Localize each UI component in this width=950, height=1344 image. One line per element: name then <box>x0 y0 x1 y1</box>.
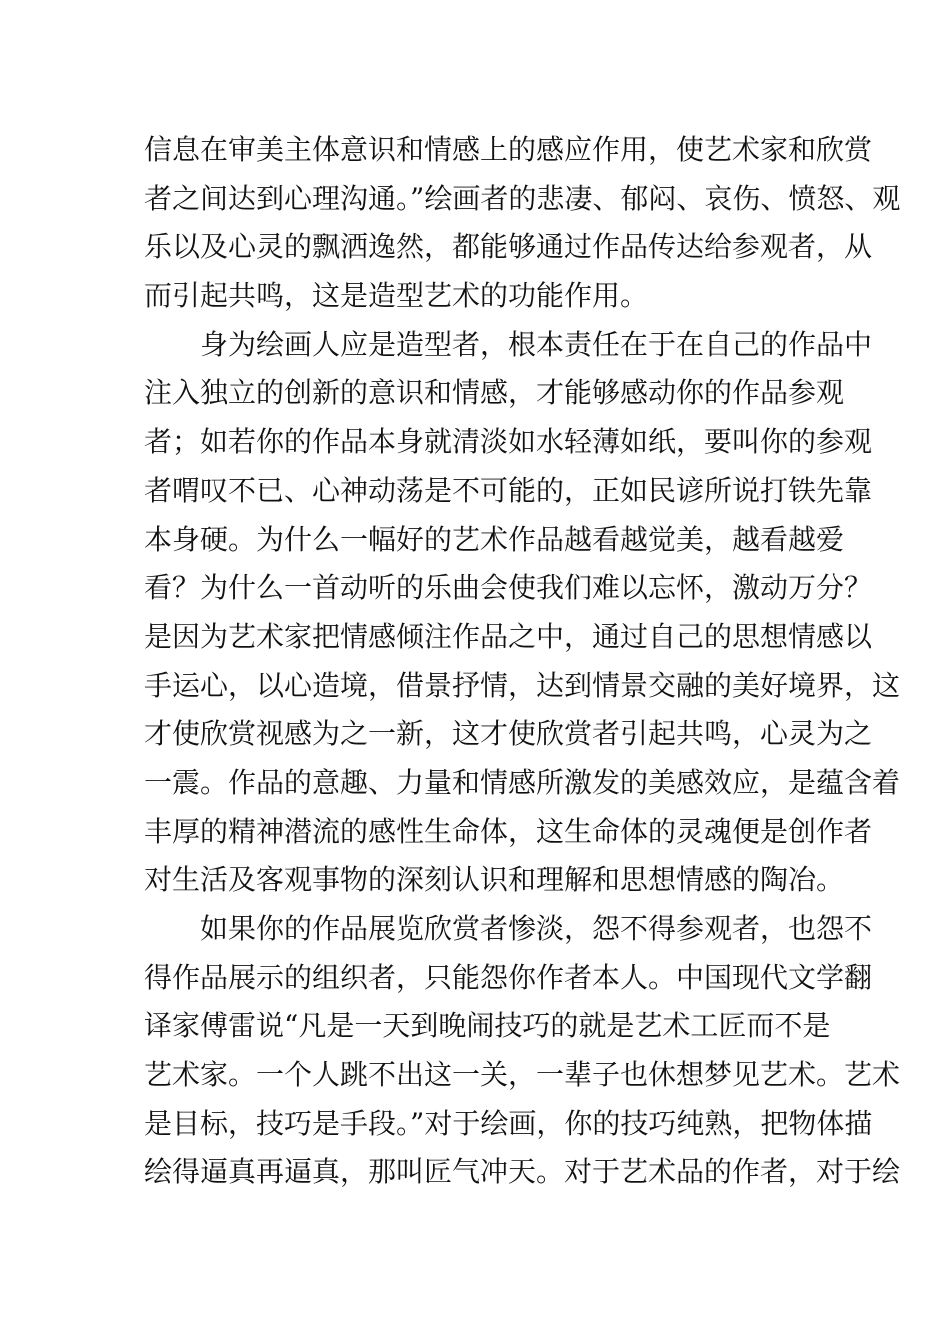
text-line-10: 看？为什么一首动听的乐曲会使我们难以忘怀，激动万分？ <box>144 571 873 605</box>
text-line-14: 一震。作品的意趣、力量和情感所激发的美感效应，是蕴含着 <box>144 765 901 799</box>
text-line-17: 如果你的作品展览欣赏者惨淡，怨不得参观者，也怨不 <box>144 912 873 945</box>
text-line-8: 者喟叹不已、心神动荡是不可能的，正如民谚所说打铁先靠 <box>144 473 873 507</box>
text-line-18: 得作品展示的组织者，只能怨你作者本人。中国现代文学翻 <box>144 960 873 994</box>
text-line-13: 才使欣赏视感为之一新，这才使欣赏者引起共鸣，心灵为之 <box>144 717 873 751</box>
text-line-4: 而引起共鸣，这是造型艺术的功能作用。 <box>144 279 649 313</box>
text-line-16: 对生活及客观事物的深刻认识和理解和思想情感的陶冶。 <box>144 863 845 897</box>
text-line-2: 者之间达到心理沟通。”绘画者的悲凄、郁闷、哀伤、愤怒、观 <box>144 181 901 215</box>
text-line-9: 本身硬。为什么一幅好的艺术作品越看越觉美，越看越爱 <box>144 522 845 556</box>
text-line-3: 乐以及心灵的飘洒逸然，都能够通过作品传达给参观者，从 <box>144 230 873 264</box>
text-line-21: 是目标，技巧是手段。”对于绘画，你的技巧纯熟，把物体描 <box>144 1106 873 1140</box>
text-line-1: 信息在审美主体意识和情感上的感应作用，使艺术家和欣赏 <box>144 133 873 166</box>
text-line-12: 手运心，以心造境，借景抒情，达到情景交融的美好境界，这 <box>144 668 901 702</box>
text-line-22: 绘得逼真再逼真，那叫匠气冲天。对于艺术品的作者，对于绘 <box>144 1155 901 1189</box>
text-line-19: 译家傅雷说“凡是一天到晚闹技巧的就是艺术工匠而不是 <box>144 1009 831 1043</box>
text-line-20: 艺术家。一个人跳不出这一关，一辈子也休想梦见艺术。艺术 <box>144 1058 901 1092</box>
text-line-15: 丰厚的精神潜流的感性生命体，这生命体的灵魂便是创作者 <box>144 814 873 848</box>
text-line-5: 身为绘画人应是造型者，根本责任在于在自己的作品中 <box>144 327 873 361</box>
text-line-7: 者；如若你的作品本身就清淡如水轻薄如纸，要叫你的参观 <box>144 425 873 459</box>
document-body <box>144 126 901 1197</box>
text-line-11: 是因为艺术家把情感倾注作品之中，通过自己的思想情感以 <box>144 619 873 653</box>
text-line-6: 注入独立的创新的意识和情感，才能够感动你的作品参观 <box>144 376 845 410</box>
